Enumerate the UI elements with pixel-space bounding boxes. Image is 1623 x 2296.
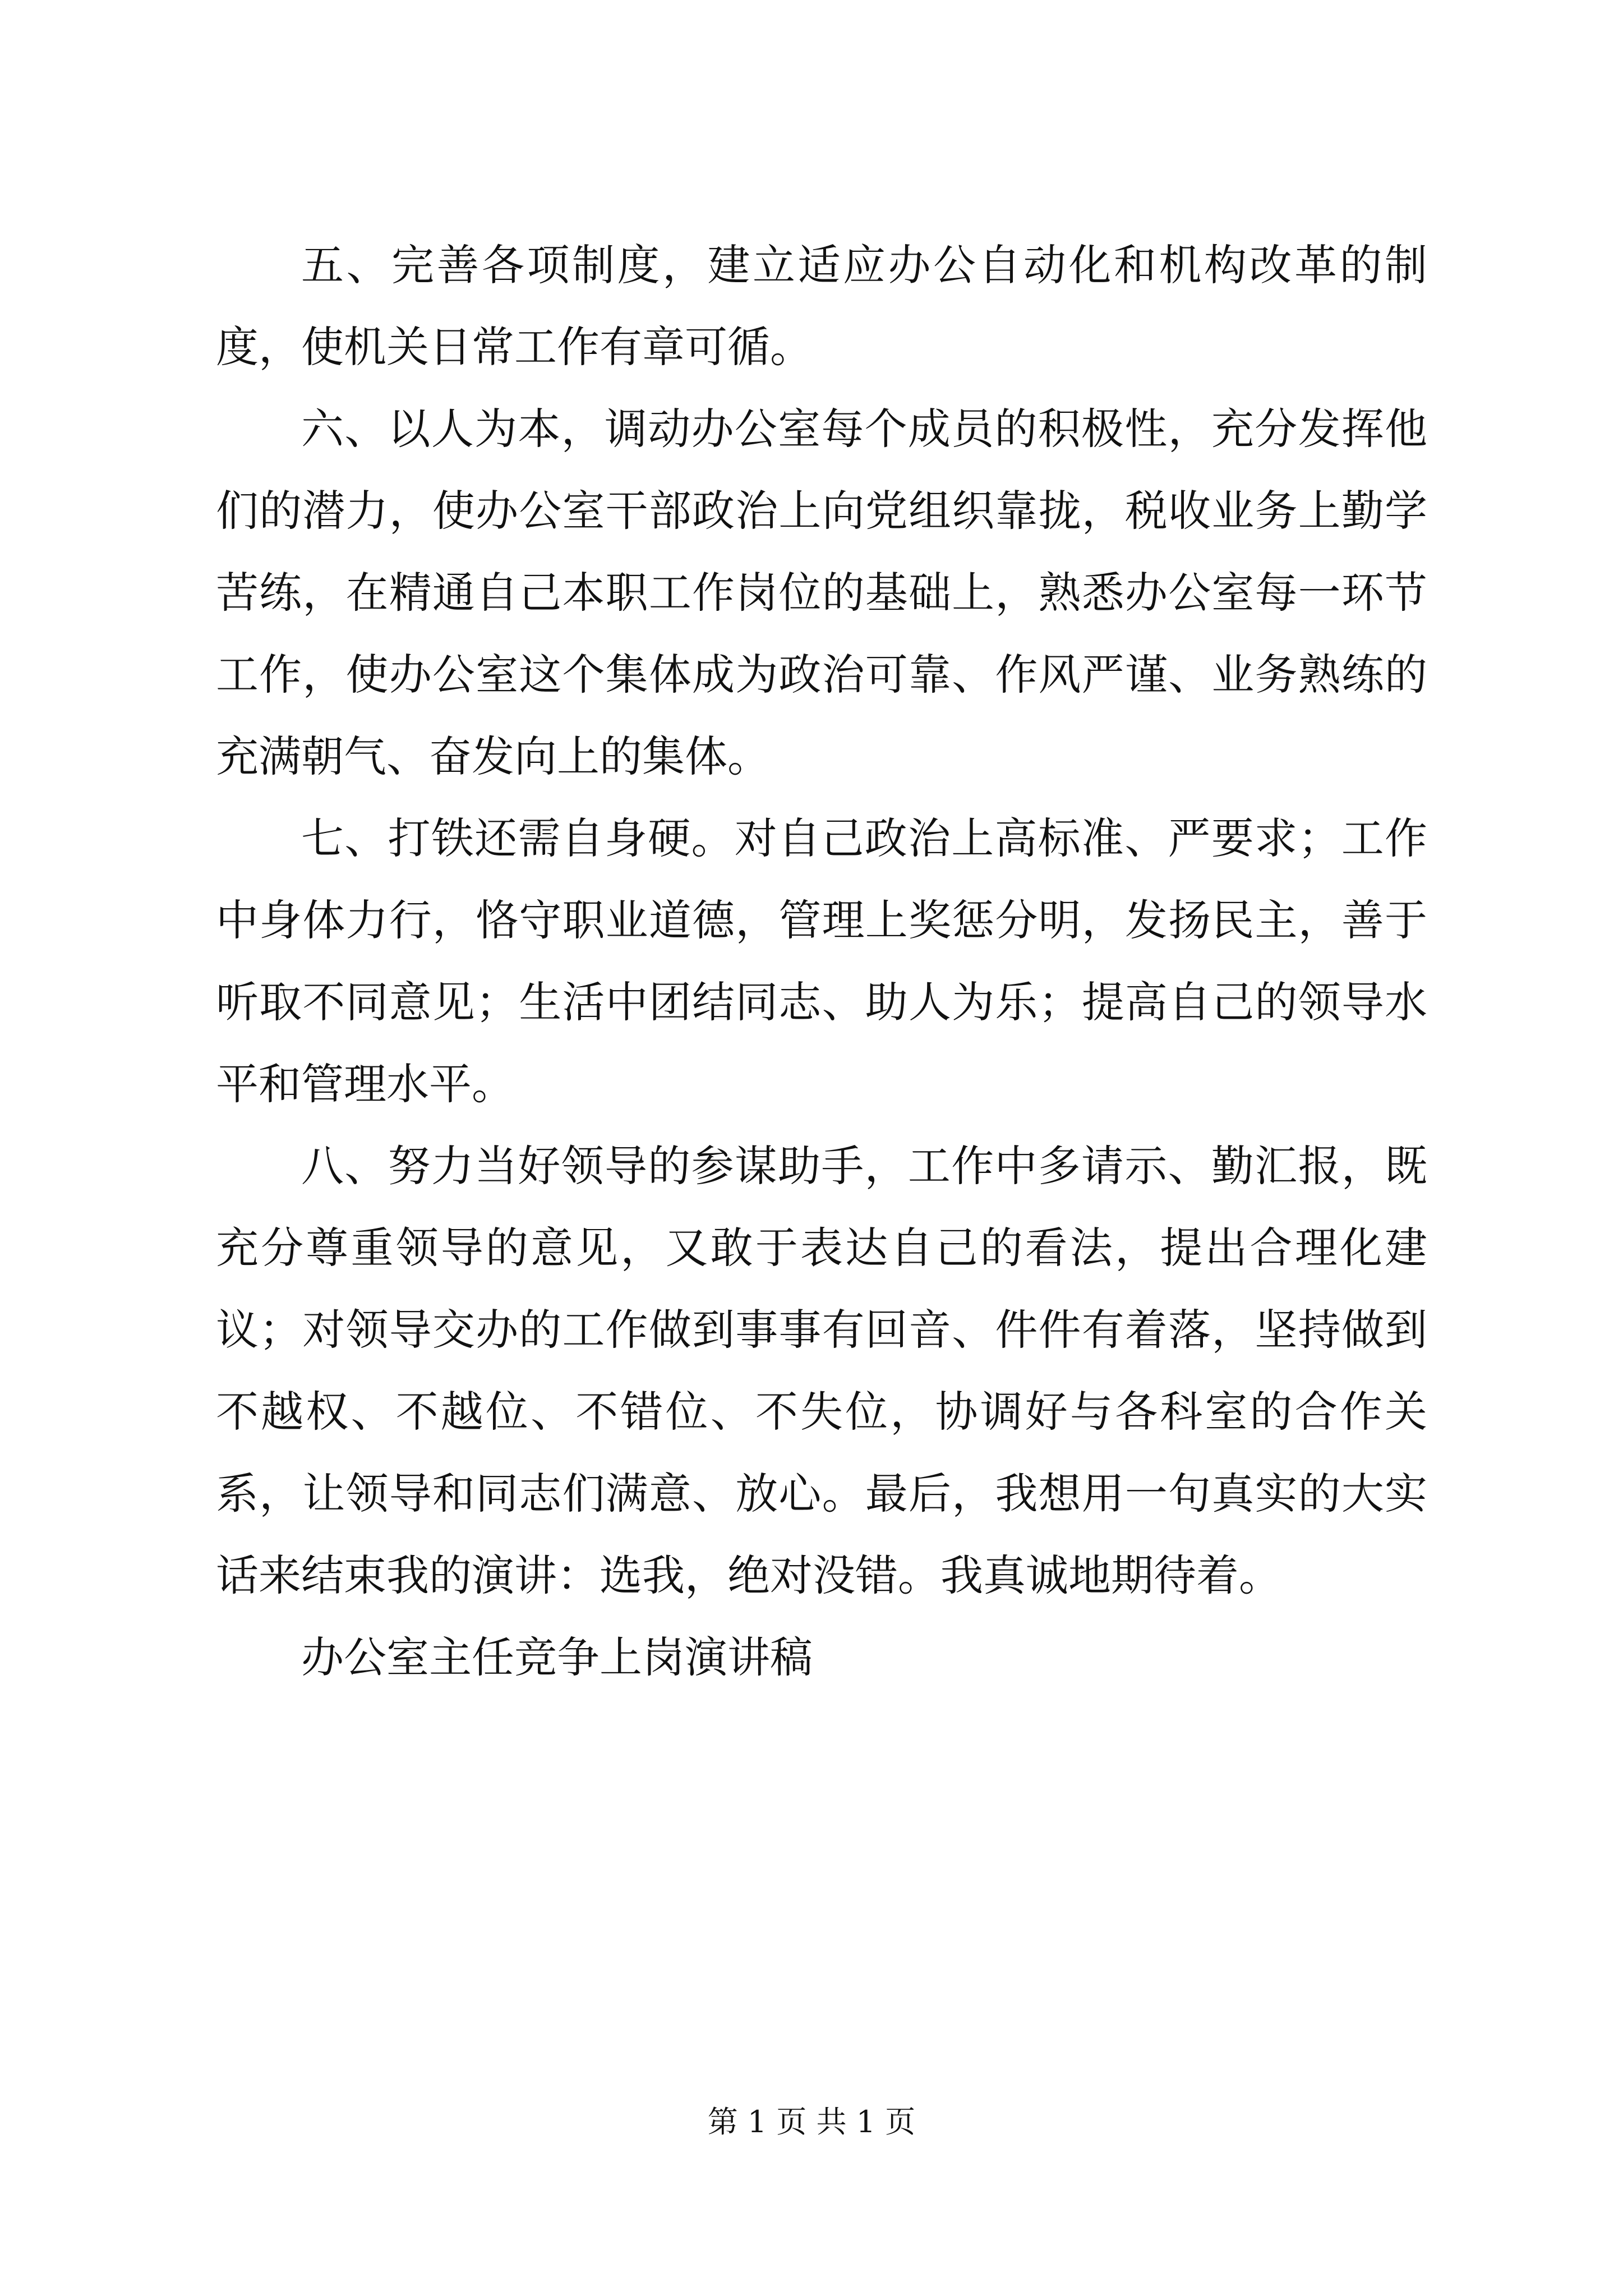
paragraph-item-7: 七、打铁还需自身硬。对自己政治上高标准、严要求；工作中身体力行，恪守职业道德，管理上奖惩分明，发扬民主，善于听取不同意见；生活中团结同志、助人为乐；提高自己的领导水平和管理水平。: [216, 813, 1427, 1109]
paragraph-item-6: 六、以人为本，调动办公室每个成员的积极性，充分发挥他们的潜力，使办公室干部政治上向党组织靠拢，税收业务上勤学苦练，在精通自己本职工作岗位的基础上，熟悉办公室每一环节工作，使办公室这个集体成为政治可靠、作风严谨、业务熟练的充满朝气、奋发向上的集体。: [216, 404, 1427, 781]
document-body: [216, 224, 1427, 1699]
document-closing-title: 办公室主任竞争上岗演讲稿: [301, 1632, 813, 1682]
page-number-footer: 第 1 页 共 1 页: [707, 2104, 916, 2139]
paragraph-item-8: 八、努力当好领导的参谋助手，工作中多请示、勤汇报，既充分尊重领导的意见，又敢于表达自己的看法，提出合理化建议；对领导交办的工作做到事事有回音、件件有着落，坚持做到不越权、不越位、不错位、不失位，协调好与各科室的合作关系，让领导和同志们满意、放心。最后，我想用一句真实的大实话来结束我的演讲：选我，绝对没错。我真诚地期待着。: [216, 1141, 1427, 1600]
paragraph-item-5: 五、完善各项制度，建立适应办公自动化和机构改革的制度，使机关日常工作有章可循。: [216, 240, 1427, 372]
